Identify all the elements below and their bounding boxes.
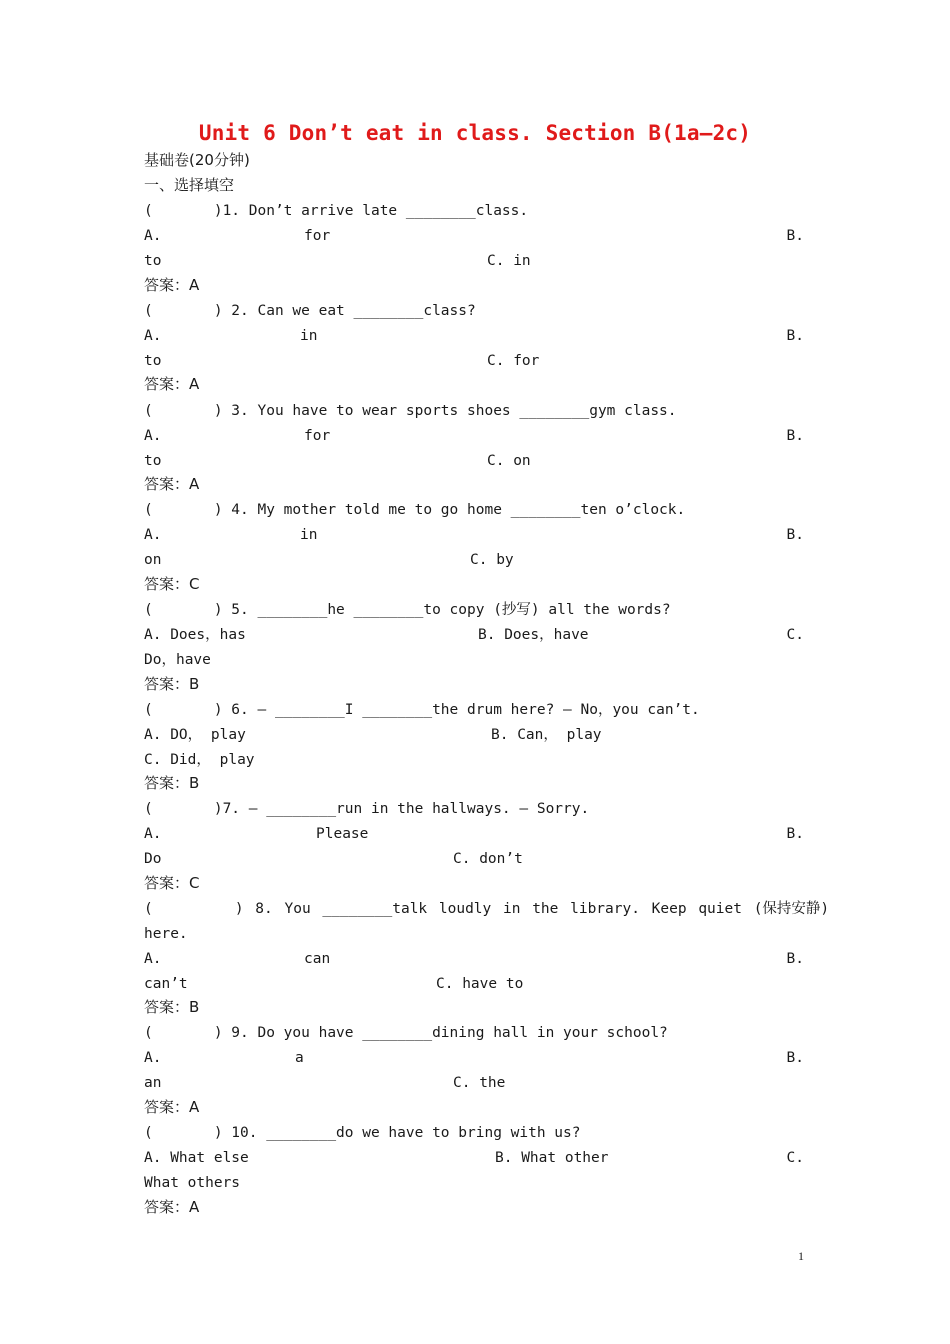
question-10-answer: 答案：A (144, 1198, 200, 1216)
question-8-stem-continued: here. (144, 926, 188, 942)
question-1-answer: 答案：A (144, 276, 200, 294)
question-10-option-a: A. What else (144, 1150, 249, 1166)
question-6-option-c: C. Did， play (144, 752, 255, 768)
question-5-option-c-label: C. (786, 627, 804, 643)
question-3-option-a-label: A. (144, 428, 162, 444)
question-3-option-b-text: to (144, 453, 162, 469)
question-7-answer: 答案：C (144, 874, 200, 892)
question-9-option-a-label: A. (144, 1050, 162, 1066)
question-1-option-b-label: B. (786, 228, 804, 244)
question-9-option-b-text: an (144, 1075, 162, 1091)
question-6-stem: ( ) 6. — ________I ________the drum here? — No，you can’t. (144, 702, 700, 718)
question-10-stem: ( ) 10. ________do we have to bring with us? (144, 1125, 581, 1141)
question-9-option-b-label: B. (786, 1050, 804, 1066)
question-7-option-c: C. don’t (453, 851, 523, 867)
question-5-option-a: A. Does，has (144, 627, 246, 643)
question-10-option-c-label: C. (786, 1150, 804, 1166)
question-8-option-a-label: A. (144, 951, 162, 967)
question-1-stem: ( )1. Don’t arrive late ________class. (144, 203, 529, 219)
question-6-answer: 答案：B (144, 774, 200, 792)
document-title: Unit 6 Don’t eat in class. Section B(1a—2c) (198, 121, 752, 145)
question-7-option-a-text: Please (316, 826, 369, 842)
question-2-answer: 答案：A (144, 375, 200, 393)
question-8-answer: 答案：B (144, 998, 200, 1016)
question-1-option-a-label: A. (144, 228, 162, 244)
question-2-option-a-label: A. (144, 328, 162, 344)
question-10-option-b: B. What other (495, 1150, 609, 1166)
question-6-option-b: B. Can， play (491, 727, 602, 743)
question-10-option-c-text: What others (144, 1175, 241, 1191)
question-2-option-b-label: B. (786, 328, 804, 344)
question-3-stem: ( ) 3. You have to wear sports shoes ________gym class. (144, 403, 677, 419)
question-9-answer: 答案：A (144, 1098, 200, 1116)
question-3-answer: 答案：A (144, 475, 200, 493)
question-1-option-c: C. in (487, 253, 531, 269)
question-2-stem: ( ) 2. Can we eat ________class? (144, 303, 476, 319)
question-7-stem: ( )7. — ________run in the hallways. — Sorry. (144, 801, 590, 817)
question-4-answer: 答案：C (144, 575, 200, 593)
question-7-option-b-label: B. (786, 826, 804, 842)
question-5-answer: 答案：B (144, 675, 200, 693)
question-2-option-c: C. for (487, 353, 540, 369)
question-8-option-b-label: B. (786, 951, 804, 967)
question-3-option-a-text: for (304, 428, 331, 444)
question-4-option-a-text: in (300, 527, 318, 543)
question-9-option-a-text: a (295, 1050, 304, 1066)
subtitle: 基础卷(20分钟) (144, 151, 250, 169)
question-5-option-c-text: Do，have (144, 652, 211, 668)
page-number: 1 (798, 1249, 804, 1263)
question-4-stem: ( ) 4. My mother told me to go home ________ten o’clock. (144, 502, 686, 518)
question-5-option-b: B. Does，have (478, 627, 589, 643)
question-2-option-a-text: in (300, 328, 318, 344)
question-4-option-b-label: B. (786, 527, 804, 543)
question-2-option-b-text: to (144, 353, 162, 369)
question-3-option-c: C. on (487, 453, 531, 469)
question-4-option-b-text: on (144, 552, 162, 568)
question-9-option-c: C. the (453, 1075, 506, 1091)
question-8-option-a-text: can (304, 951, 331, 967)
question-8-option-b-text: can’t (144, 976, 188, 992)
question-3-option-b-label: B. (786, 428, 804, 444)
question-9-stem: ( ) 9. Do you have ________dining hall in your school? (144, 1025, 668, 1041)
question-1-option-b-text: to (144, 253, 162, 269)
question-7-option-b-text: Do (144, 851, 162, 867)
question-6-option-a: A. DO， play (144, 727, 246, 743)
question-4-option-a-label: A. (144, 527, 162, 543)
question-4-option-c: C. by (470, 552, 514, 568)
question-8-stem: ( ) 8. You ________talk loudly in the library. Keep quiet (保持安静) (144, 901, 830, 917)
question-1-option-a-text: for (304, 228, 331, 244)
question-5-stem: ( ) 5. ________he ________to copy (抄写) all the words? (144, 602, 671, 618)
question-7-option-a-label: A. (144, 826, 162, 842)
question-8-option-c: C. have to (436, 976, 524, 992)
section-heading: 一、选择填空 (144, 176, 235, 194)
